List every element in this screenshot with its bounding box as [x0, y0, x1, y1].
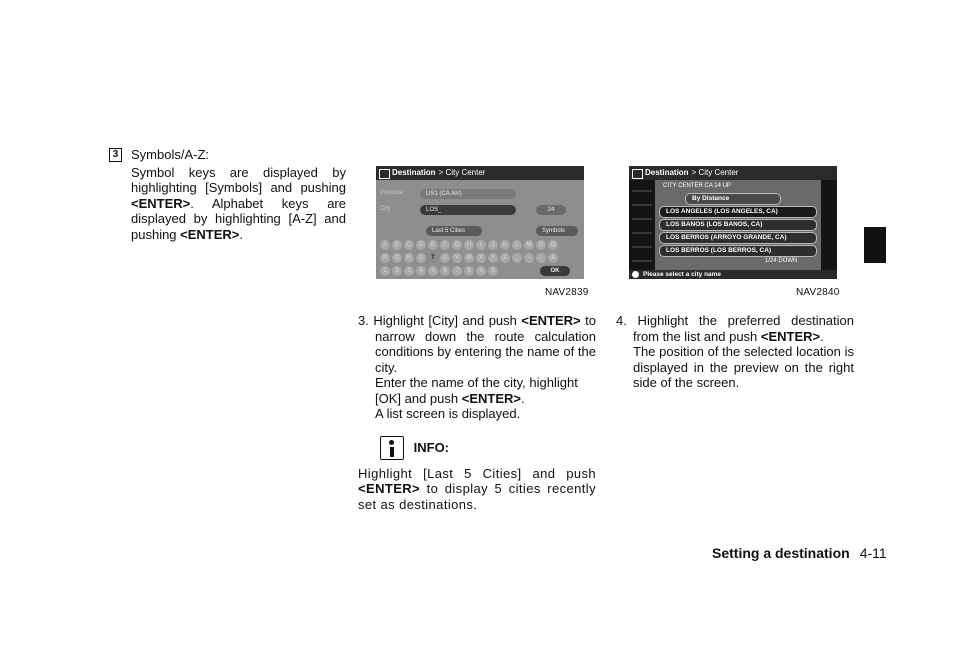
- by-distance-button: By Distance: [685, 193, 781, 205]
- city-label: City: [380, 206, 391, 212]
- symbols-button: Symbols: [536, 226, 578, 236]
- step-3-text: 3. Highlight [City] and push <ENTER> to narrow down the route calculation conditions by entering the name of the city.: [358, 313, 596, 375]
- step-3-result-text: A list screen is displayed.: [375, 406, 521, 421]
- city-list-screenshot: [629, 166, 837, 279]
- match-count: 24: [536, 205, 566, 215]
- keyboard-row-3: 1 2 3 4 5 6 7 8 9 0: [380, 266, 498, 276]
- figure-caption-2: NAV2840: [796, 287, 840, 298]
- flag-icon: [379, 169, 390, 179]
- info-icon: [632, 271, 639, 278]
- keyboard-row-1: A B C D E F G H I J K L M N O: [380, 240, 558, 250]
- city-field: LOS_: [420, 205, 516, 215]
- info-icon: [380, 436, 404, 460]
- list-header: CITY CENTER CA 14 UP: [663, 183, 731, 189]
- symbols-az-heading: Symbols/A-Z:: [131, 147, 210, 162]
- province-field: US1 (CA,NV): [420, 189, 516, 199]
- page-number: 4-11: [859, 545, 887, 561]
- flag-icon: [632, 169, 643, 179]
- page-footer: [712, 545, 887, 561]
- map-preview-strip: [629, 180, 655, 270]
- city-row: LOS BERROS (LOS BERROS, CA): [659, 245, 817, 257]
- last-5-cities-button: Last 5 Cities: [426, 226, 482, 236]
- city-row: LOS BANOS (LOS BANOS, CA): [659, 219, 817, 231]
- section-title: Setting a destination: [712, 545, 850, 561]
- step-4-detail-text: The position of the selected location is displayed in the preview on the right side of the screen.: [633, 344, 854, 390]
- keyboard-row-2: P Q R S T U V W X Y Z ␣ – · &: [380, 253, 558, 263]
- city-row: LOS BERROS (ARROYO GRANDE, CA): [659, 232, 817, 244]
- screen-title-bar: Destination > City Center: [376, 166, 584, 180]
- step-4-section: [616, 313, 854, 391]
- screen-title-bar: Destination > City Center: [629, 166, 837, 180]
- status-bar: Please select a city name: [629, 270, 837, 279]
- step-3-section: [358, 313, 596, 512]
- step-4-text: 4. Highlight the preferred destination from the list and push <ENTER>.: [616, 313, 854, 344]
- chapter-tab: [864, 227, 886, 263]
- ok-button: OK: [540, 266, 570, 276]
- info-label: INFO:: [413, 439, 450, 455]
- symbols-az-section: [112, 147, 346, 242]
- info-block: [358, 432, 596, 513]
- step-number-box: 3: [109, 148, 122, 162]
- list-footer: 1/24 DOWN: [765, 258, 798, 264]
- city-list-area: [655, 180, 821, 270]
- city-row: LOS ANGELES (LOS ANGELES, CA): [659, 206, 817, 218]
- province-label: Province: [380, 190, 404, 196]
- info-text: Highlight [Last 5 Cities] and push <ENTER> to display 5 cities recently set as destinations.: [358, 465, 596, 512]
- city-entry-screenshot: [376, 166, 584, 279]
- scroll-strip: [821, 180, 837, 270]
- symbols-az-body: Symbol keys are displayed by highlighting [Symbols] and pushing <ENTER>. Alphabet keys are displayed by highlighting [A-Z] and pushing <ENTER>.: [131, 164, 346, 242]
- figure-caption-1: NAV2839: [545, 287, 589, 298]
- step-3-enter-text: Enter the name of the city, highlight [OK] and push <ENTER>.: [375, 375, 578, 406]
